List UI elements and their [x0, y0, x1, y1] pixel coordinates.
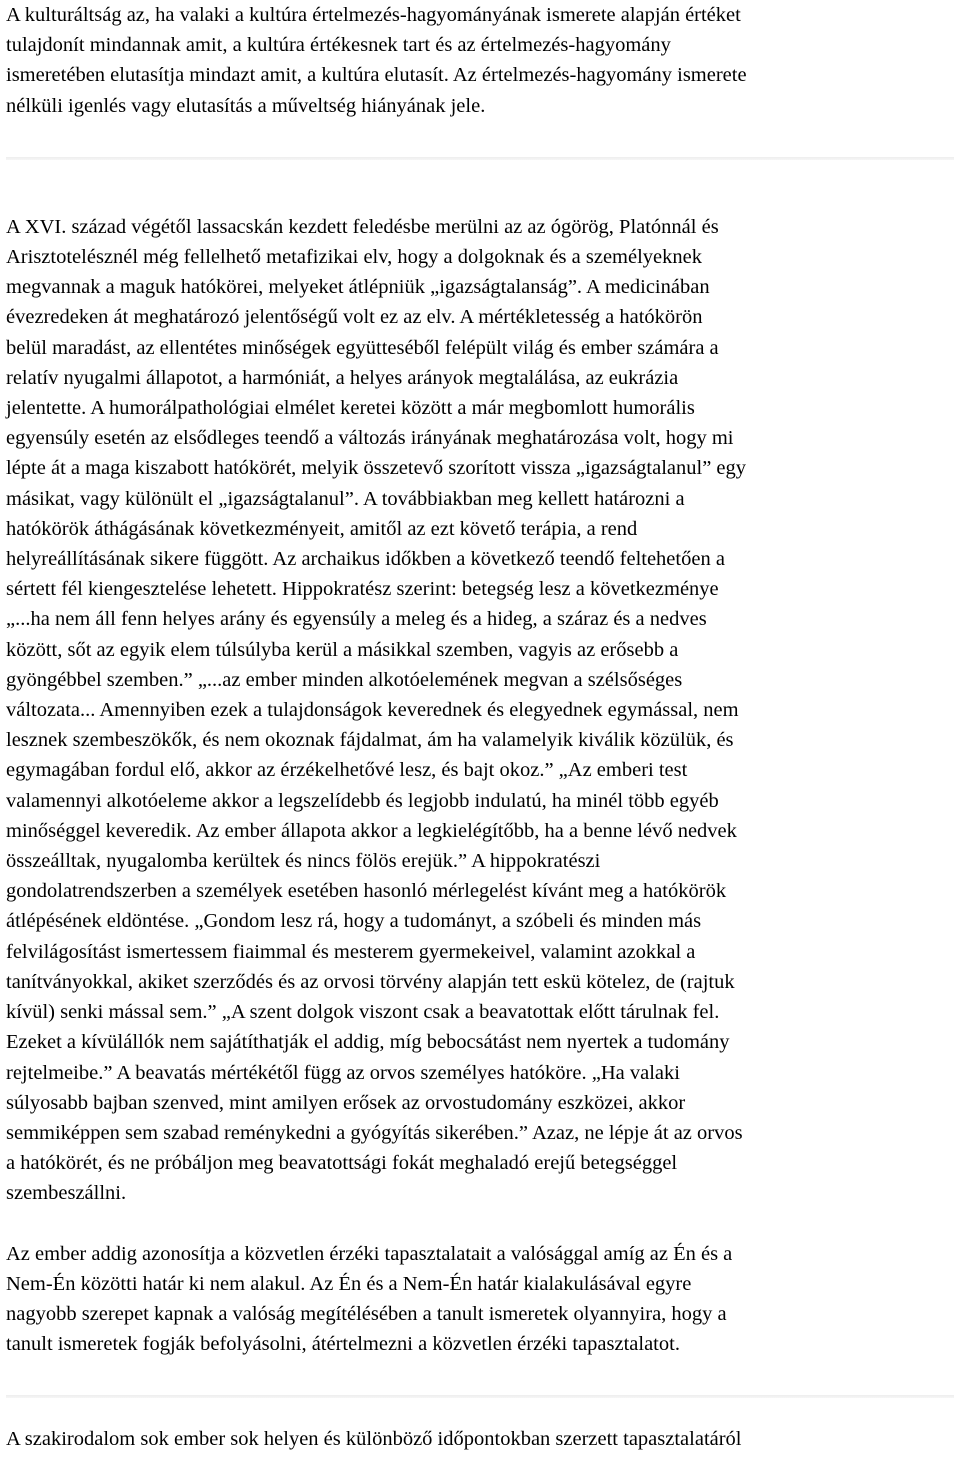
paragraph-gap [6, 1209, 954, 1239]
paragraph-hippocratic-scope: A XVI. század végétől lassacskán kezdett feledésbe merülni az az ógörög, Platónnál és Arisztotelésznél még fellelhető metafizikai elv, hogy a dolgoknak és a személyeknek megvannak a maguk hatókörei, melyeket átlépniük „igazságtalanság”. A medicinában évezredeken át meghatározó jelentőségű volt ez az elv. A mértékletesség a hatókörön belül maradást, az ellentétes minőségek együtteséből felépült világ és ember számára a relatív nyugalmi állapotot, a harmóniát, a helyes arányok megtalálása, az eukrázia jelentette. A humorálpathológiai elmélet keretei között a már megbomlott humorális egyensúly esetén az elsődleges teendő a változás irányának meghatározása volt, hogy mi lépte át a maga kiszabott hatókörét, melyik összetevő szorított vissza „igazságtalanul” egy másikat, vagy különült el „igazságtalanul”. A továbbiakban meg kellett határozni a hatókörök áthágásának következményeit, amitől az ezt követő terápia, a rend helyreállításának sikere függött. Az archaikus időkben a következő teendő feltehetően a sértett fél kiengesztelése lehetett. Hippokratész szerint: betegség lesz a következménye „...ha nem áll fenn helyes arány és egyensúly a meleg és a hideg, a száraz és a nedves között, sőt az egyik elem túlsúlyba kerül a másikkal szemben, vagyis az erősebb a gyöngébbel szemben.” „...az ember minden alkotóelemének megvan a szélsőséges változata... Amennyiben ezek a tulajdonságok keverednek és elegyednek egymással, nem lesznek szembeszökők, és nem okoznak fájdalmat, ám ha valamelyik kiválik közülük, és egymagában fordul elő, akkor az érzékelhetővé lesz, és bajt okoz.” „Az emberi test valamennyi alkotóeleme akkor a legszelídebb és legjobb indulatú, ha minél több egyéb minőséggel keveredik. Az ember állapota akkor a legkielégítőbb, ha a benne lévő nedvek összeálltak, nyugalomba kerültek és nincs fölös erejük.” A hippokratészi gondolatrendszerben a személyek esetében hasonló mérlegelést kívánt meg a hatókörök átlépésének eldöntése. „Gondom lesz rá, hogy a tudományt, a szóbeli és minden más felvilágosítást ismertessem fiaimmal és mesterem gyermekeivel, valamint azokkal a tanítványokkal, akiket szerződés és az orvosi törvény alapján tett eskü kötelez, de (rajtuk kívül) senki mással sem.” „A szent dolgok viszont csak a beavatottak előtt tárulnak fel. Ezeket a kívülállók nem sajátíthatják el addig, míg bebocsátást nem nyertek a tudomány rejtelmeibe.” A beavatás mértékétől függ az orvos személyes hatóköre. „Ha valaki súlyosabb bajban szenved, mint amilyen erősek az orvostudomány eszközei, akkor semmiképpen sem szabad reménykedni a gyógyítás sikerében.” Azaz, ne lépje át az orvos a hatókörét, és ne próbáljon meg beavatottsági fokát meghaladó erejű betegséggel szembeszállni. [6, 215, 747, 1205]
paragraph-literature: A szakirodalom sok ember sok helyen és különböző időpontokban szerzett tapasztalatáról [6, 1428, 742, 1451]
paragraph-culturedness: A kulturáltság az, ha valaki a kultúra értelmezés-hagyományának ismerete alapján értéket tulajdonít mindannak amit, a kultúra értékesnek tart és az értelmezés-hagyomány ismeretében elutasítja mindazt amit, a kultúra elutasít. Az értelmezés-hagyomány ismerete nélküli igenlés vagy elutasítás a műveltség hiányának jele. [6, 4, 747, 117]
section-divider [6, 1395, 954, 1398]
section-divider [6, 157, 954, 160]
paragraph-self-nonself: Az ember addig azonosítja a közvetlen érzéki tapasztalatait a valósággal amíg az Én és a Nem-Én közötti határ ki nem alakul. Az Én és a Nem-Én határ kialakulásával egyre nagyobb szerepet kapnak a valóság megítélésében a tanult ismeretek olyannyira, hogy a tanult ismeretek fogják befolyásolni, átértelmezni a közvetlen érzéki tapasztalatot. [6, 1242, 733, 1356]
document-page [6, 0, 954, 1455]
